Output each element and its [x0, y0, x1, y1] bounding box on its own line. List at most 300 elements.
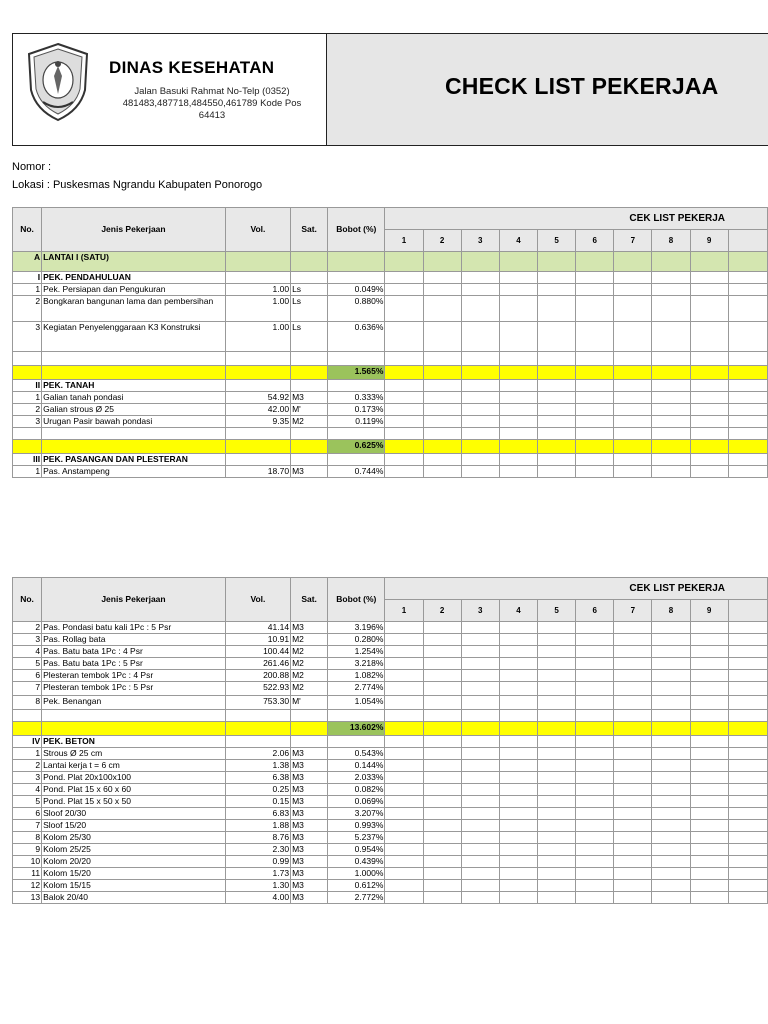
check-cell[interactable]: [690, 466, 728, 478]
check-cell[interactable]: [461, 380, 499, 392]
check-cell[interactable]: [690, 416, 728, 428]
check-cell[interactable]: [537, 322, 575, 352]
check-cell[interactable]: [652, 296, 690, 322]
check-cell[interactable]: [728, 366, 767, 380]
check-cell[interactable]: [537, 404, 575, 416]
check-cell[interactable]: [652, 892, 690, 904]
check-cell[interactable]: [728, 404, 767, 416]
check-cell[interactable]: [423, 856, 461, 868]
check-cell[interactable]: [728, 284, 767, 296]
check-cell[interactable]: [499, 748, 537, 760]
check-cell[interactable]: [499, 404, 537, 416]
check-cell[interactable]: [385, 832, 423, 844]
check-cell[interactable]: [537, 272, 575, 284]
check-cell[interactable]: [614, 440, 652, 454]
check-cell[interactable]: [537, 736, 575, 748]
check-cell[interactable]: [385, 416, 423, 428]
check-cell[interactable]: [423, 696, 461, 710]
check-cell[interactable]: [461, 646, 499, 658]
check-cell[interactable]: [690, 880, 728, 892]
check-cell[interactable]: [652, 760, 690, 772]
check-cell[interactable]: [614, 428, 652, 440]
check-cell[interactable]: [461, 252, 499, 272]
check-cell[interactable]: [690, 808, 728, 820]
check-cell[interactable]: [423, 272, 461, 284]
check-cell[interactable]: [576, 404, 614, 416]
check-cell[interactable]: [690, 296, 728, 322]
check-cell[interactable]: [576, 658, 614, 670]
check-cell[interactable]: [461, 352, 499, 366]
check-cell[interactable]: [499, 658, 537, 670]
check-cell[interactable]: [385, 634, 423, 646]
check-cell[interactable]: [690, 856, 728, 868]
check-cell[interactable]: [385, 296, 423, 322]
check-cell[interactable]: [614, 748, 652, 760]
check-cell[interactable]: [690, 696, 728, 710]
check-cell[interactable]: [423, 832, 461, 844]
check-cell[interactable]: [537, 880, 575, 892]
check-cell[interactable]: [385, 880, 423, 892]
check-cell[interactable]: [537, 428, 575, 440]
check-cell[interactable]: [652, 796, 690, 808]
check-cell[interactable]: [652, 880, 690, 892]
check-cell[interactable]: [423, 252, 461, 272]
check-cell[interactable]: [652, 454, 690, 466]
check-cell[interactable]: [690, 682, 728, 696]
check-cell[interactable]: [614, 880, 652, 892]
check-cell[interactable]: [728, 252, 767, 272]
check-cell[interactable]: [461, 416, 499, 428]
check-cell[interactable]: [499, 696, 537, 710]
check-cell[interactable]: [728, 784, 767, 796]
check-cell[interactable]: [614, 670, 652, 682]
check-cell[interactable]: [385, 380, 423, 392]
check-cell[interactable]: [728, 272, 767, 284]
check-cell[interactable]: [385, 466, 423, 478]
check-cell[interactable]: [690, 784, 728, 796]
check-cell[interactable]: [499, 856, 537, 868]
check-cell[interactable]: [385, 696, 423, 710]
check-cell[interactable]: [576, 856, 614, 868]
check-cell[interactable]: [461, 784, 499, 796]
check-cell[interactable]: [690, 646, 728, 658]
check-cell[interactable]: [728, 696, 767, 710]
check-cell[interactable]: [728, 440, 767, 454]
check-cell[interactable]: [461, 832, 499, 844]
check-cell[interactable]: [576, 760, 614, 772]
check-cell[interactable]: [499, 868, 537, 880]
check-cell[interactable]: [423, 352, 461, 366]
check-cell[interactable]: [728, 892, 767, 904]
check-cell[interactable]: [576, 252, 614, 272]
check-cell[interactable]: [499, 646, 537, 658]
check-cell[interactable]: [537, 366, 575, 380]
check-cell[interactable]: [537, 796, 575, 808]
check-cell[interactable]: [728, 392, 767, 404]
check-cell[interactable]: [652, 380, 690, 392]
check-cell[interactable]: [461, 284, 499, 296]
check-cell[interactable]: [690, 710, 728, 722]
check-cell[interactable]: [499, 252, 537, 272]
check-cell[interactable]: [537, 710, 575, 722]
check-cell[interactable]: [728, 322, 767, 352]
check-cell[interactable]: [690, 440, 728, 454]
check-cell[interactable]: [461, 748, 499, 760]
check-cell[interactable]: [461, 440, 499, 454]
check-cell[interactable]: [385, 440, 423, 454]
check-cell[interactable]: [537, 440, 575, 454]
check-cell[interactable]: [728, 416, 767, 428]
check-cell[interactable]: [499, 284, 537, 296]
check-cell[interactable]: [576, 428, 614, 440]
check-cell[interactable]: [385, 722, 423, 736]
check-cell[interactable]: [499, 710, 537, 722]
check-cell[interactable]: [576, 682, 614, 696]
check-cell[interactable]: [537, 682, 575, 696]
check-cell[interactable]: [423, 658, 461, 670]
check-cell[interactable]: [385, 404, 423, 416]
check-cell[interactable]: [423, 646, 461, 658]
check-cell[interactable]: [614, 634, 652, 646]
check-cell[interactable]: [652, 404, 690, 416]
check-cell[interactable]: [652, 428, 690, 440]
check-cell[interactable]: [728, 736, 767, 748]
check-cell[interactable]: [728, 808, 767, 820]
check-cell[interactable]: [499, 820, 537, 832]
check-cell[interactable]: [576, 772, 614, 784]
check-cell[interactable]: [728, 646, 767, 658]
check-cell[interactable]: [576, 722, 614, 736]
check-cell[interactable]: [728, 658, 767, 670]
check-cell[interactable]: [423, 322, 461, 352]
check-cell[interactable]: [690, 748, 728, 760]
check-cell[interactable]: [652, 670, 690, 682]
check-cell[interactable]: [614, 352, 652, 366]
check-cell[interactable]: [614, 284, 652, 296]
check-cell[interactable]: [576, 832, 614, 844]
check-cell[interactable]: [537, 392, 575, 404]
check-cell[interactable]: [385, 658, 423, 670]
check-cell[interactable]: [690, 796, 728, 808]
check-cell[interactable]: [461, 322, 499, 352]
check-cell[interactable]: [576, 646, 614, 658]
check-cell[interactable]: [499, 272, 537, 284]
check-cell[interactable]: [423, 454, 461, 466]
check-cell[interactable]: [614, 272, 652, 284]
check-cell[interactable]: [499, 722, 537, 736]
check-cell[interactable]: [385, 622, 423, 634]
check-cell[interactable]: [690, 404, 728, 416]
check-cell[interactable]: [728, 466, 767, 478]
check-cell[interactable]: [690, 844, 728, 856]
check-cell[interactable]: [576, 440, 614, 454]
check-cell[interactable]: [461, 658, 499, 670]
check-cell[interactable]: [690, 670, 728, 682]
check-cell[interactable]: [385, 892, 423, 904]
check-cell[interactable]: [499, 392, 537, 404]
check-cell[interactable]: [385, 682, 423, 696]
check-cell[interactable]: [461, 366, 499, 380]
check-cell[interactable]: [385, 868, 423, 880]
check-cell[interactable]: [728, 670, 767, 682]
check-cell[interactable]: [461, 868, 499, 880]
check-cell[interactable]: [423, 880, 461, 892]
check-cell[interactable]: [499, 352, 537, 366]
check-cell[interactable]: [461, 796, 499, 808]
check-cell[interactable]: [614, 784, 652, 796]
check-cell[interactable]: [576, 696, 614, 710]
check-cell[interactable]: [652, 366, 690, 380]
check-cell[interactable]: [499, 892, 537, 904]
check-cell[interactable]: [499, 366, 537, 380]
check-cell[interactable]: [690, 722, 728, 736]
check-cell[interactable]: [614, 366, 652, 380]
check-cell[interactable]: [385, 454, 423, 466]
check-cell[interactable]: [537, 820, 575, 832]
check-cell[interactable]: [461, 844, 499, 856]
check-cell[interactable]: [652, 682, 690, 696]
check-cell[interactable]: [423, 380, 461, 392]
check-cell[interactable]: [385, 784, 423, 796]
check-cell[interactable]: [537, 658, 575, 670]
check-cell[interactable]: [728, 710, 767, 722]
check-cell[interactable]: [423, 466, 461, 478]
check-cell[interactable]: [385, 284, 423, 296]
check-cell[interactable]: [614, 252, 652, 272]
check-cell[interactable]: [499, 296, 537, 322]
check-cell[interactable]: [690, 454, 728, 466]
check-cell[interactable]: [576, 416, 614, 428]
check-cell[interactable]: [576, 380, 614, 392]
check-cell[interactable]: [614, 832, 652, 844]
check-cell[interactable]: [461, 808, 499, 820]
check-cell[interactable]: [728, 454, 767, 466]
check-cell[interactable]: [614, 454, 652, 466]
check-cell[interactable]: [461, 670, 499, 682]
check-cell[interactable]: [576, 454, 614, 466]
check-cell[interactable]: [423, 722, 461, 736]
check-cell[interactable]: [537, 380, 575, 392]
check-cell[interactable]: [576, 844, 614, 856]
check-cell[interactable]: [499, 322, 537, 352]
check-cell[interactable]: [728, 856, 767, 868]
check-cell[interactable]: [614, 416, 652, 428]
check-cell[interactable]: [690, 352, 728, 366]
check-cell[interactable]: [499, 880, 537, 892]
check-cell[interactable]: [652, 696, 690, 710]
check-cell[interactable]: [537, 284, 575, 296]
check-cell[interactable]: [423, 808, 461, 820]
check-cell[interactable]: [652, 622, 690, 634]
check-cell[interactable]: [537, 352, 575, 366]
check-cell[interactable]: [690, 622, 728, 634]
check-cell[interactable]: [614, 466, 652, 478]
check-cell[interactable]: [576, 710, 614, 722]
check-cell[interactable]: [423, 682, 461, 696]
check-cell[interactable]: [614, 710, 652, 722]
check-cell[interactable]: [728, 722, 767, 736]
check-cell[interactable]: [690, 820, 728, 832]
check-cell[interactable]: [690, 772, 728, 784]
check-cell[interactable]: [614, 380, 652, 392]
check-cell[interactable]: [461, 710, 499, 722]
check-cell[interactable]: [728, 296, 767, 322]
check-cell[interactable]: [614, 296, 652, 322]
check-cell[interactable]: [423, 366, 461, 380]
check-cell[interactable]: [423, 416, 461, 428]
check-cell[interactable]: [576, 296, 614, 322]
check-cell[interactable]: [614, 622, 652, 634]
check-cell[interactable]: [461, 892, 499, 904]
check-cell[interactable]: [537, 696, 575, 710]
check-cell[interactable]: [652, 284, 690, 296]
check-cell[interactable]: [461, 404, 499, 416]
check-cell[interactable]: [385, 428, 423, 440]
check-cell[interactable]: [499, 380, 537, 392]
check-cell[interactable]: [461, 634, 499, 646]
check-cell[interactable]: [728, 820, 767, 832]
check-cell[interactable]: [499, 784, 537, 796]
check-cell[interactable]: [499, 772, 537, 784]
check-cell[interactable]: [385, 322, 423, 352]
check-cell[interactable]: [461, 428, 499, 440]
check-cell[interactable]: [728, 748, 767, 760]
check-cell[interactable]: [690, 380, 728, 392]
check-cell[interactable]: [499, 440, 537, 454]
check-cell[interactable]: [537, 646, 575, 658]
check-cell[interactable]: [423, 284, 461, 296]
check-cell[interactable]: [614, 808, 652, 820]
check-cell[interactable]: [652, 856, 690, 868]
check-cell[interactable]: [537, 832, 575, 844]
check-cell[interactable]: [614, 796, 652, 808]
check-cell[interactable]: [537, 722, 575, 736]
check-cell[interactable]: [614, 760, 652, 772]
check-cell[interactable]: [576, 366, 614, 380]
check-cell[interactable]: [499, 466, 537, 478]
check-cell[interactable]: [576, 736, 614, 748]
check-cell[interactable]: [537, 856, 575, 868]
check-cell[interactable]: [576, 868, 614, 880]
check-cell[interactable]: [499, 670, 537, 682]
check-cell[interactable]: [385, 820, 423, 832]
check-cell[interactable]: [614, 322, 652, 352]
check-cell[interactable]: [576, 352, 614, 366]
check-cell[interactable]: [423, 892, 461, 904]
check-cell[interactable]: [461, 760, 499, 772]
check-cell[interactable]: [690, 252, 728, 272]
check-cell[interactable]: [461, 772, 499, 784]
check-cell[interactable]: [614, 722, 652, 736]
check-cell[interactable]: [385, 856, 423, 868]
check-cell[interactable]: [423, 748, 461, 760]
check-cell[interactable]: [652, 466, 690, 478]
check-cell[interactable]: [690, 658, 728, 670]
check-cell[interactable]: [423, 670, 461, 682]
check-cell[interactable]: [728, 868, 767, 880]
check-cell[interactable]: [537, 760, 575, 772]
check-cell[interactable]: [728, 772, 767, 784]
check-cell[interactable]: [652, 722, 690, 736]
check-cell[interactable]: [652, 646, 690, 658]
check-cell[interactable]: [614, 736, 652, 748]
check-cell[interactable]: [423, 622, 461, 634]
check-cell[interactable]: [423, 634, 461, 646]
check-cell[interactable]: [499, 634, 537, 646]
check-cell[interactable]: [576, 284, 614, 296]
check-cell[interactable]: [652, 832, 690, 844]
check-cell[interactable]: [537, 844, 575, 856]
check-cell[interactable]: [652, 844, 690, 856]
check-cell[interactable]: [690, 392, 728, 404]
check-cell[interactable]: [461, 392, 499, 404]
check-cell[interactable]: [652, 772, 690, 784]
check-cell[interactable]: [576, 634, 614, 646]
check-cell[interactable]: [728, 380, 767, 392]
check-cell[interactable]: [537, 634, 575, 646]
check-cell[interactable]: [423, 710, 461, 722]
check-cell[interactable]: [537, 892, 575, 904]
check-cell[interactable]: [690, 428, 728, 440]
check-cell[interactable]: [461, 454, 499, 466]
check-cell[interactable]: [385, 392, 423, 404]
check-cell[interactable]: [652, 748, 690, 760]
check-cell[interactable]: [423, 784, 461, 796]
check-cell[interactable]: [614, 658, 652, 670]
check-cell[interactable]: [690, 366, 728, 380]
check-cell[interactable]: [728, 682, 767, 696]
check-cell[interactable]: [423, 772, 461, 784]
check-cell[interactable]: [690, 272, 728, 284]
check-cell[interactable]: [423, 440, 461, 454]
check-cell[interactable]: [728, 428, 767, 440]
check-cell[interactable]: [461, 856, 499, 868]
check-cell[interactable]: [614, 868, 652, 880]
check-cell[interactable]: [461, 820, 499, 832]
check-cell[interactable]: [385, 748, 423, 760]
check-cell[interactable]: [385, 646, 423, 658]
check-cell[interactable]: [652, 440, 690, 454]
check-cell[interactable]: [614, 682, 652, 696]
check-cell[interactable]: [652, 736, 690, 748]
check-cell[interactable]: [385, 252, 423, 272]
check-cell[interactable]: [614, 820, 652, 832]
check-cell[interactable]: [423, 820, 461, 832]
check-cell[interactable]: [652, 634, 690, 646]
check-cell[interactable]: [614, 646, 652, 658]
check-cell[interactable]: [423, 796, 461, 808]
check-cell[interactable]: [423, 736, 461, 748]
check-cell[interactable]: [537, 868, 575, 880]
check-cell[interactable]: [385, 352, 423, 366]
check-cell[interactable]: [461, 466, 499, 478]
check-cell[interactable]: [385, 366, 423, 380]
check-cell[interactable]: [537, 808, 575, 820]
check-cell[interactable]: [537, 296, 575, 322]
check-cell[interactable]: [690, 868, 728, 880]
check-cell[interactable]: [652, 272, 690, 284]
check-cell[interactable]: [461, 696, 499, 710]
check-cell[interactable]: [576, 622, 614, 634]
check-cell[interactable]: [499, 454, 537, 466]
check-cell[interactable]: [614, 892, 652, 904]
check-cell[interactable]: [652, 252, 690, 272]
check-cell[interactable]: [423, 404, 461, 416]
check-cell[interactable]: [576, 820, 614, 832]
check-cell[interactable]: [461, 736, 499, 748]
check-cell[interactable]: [499, 844, 537, 856]
check-cell[interactable]: [499, 760, 537, 772]
